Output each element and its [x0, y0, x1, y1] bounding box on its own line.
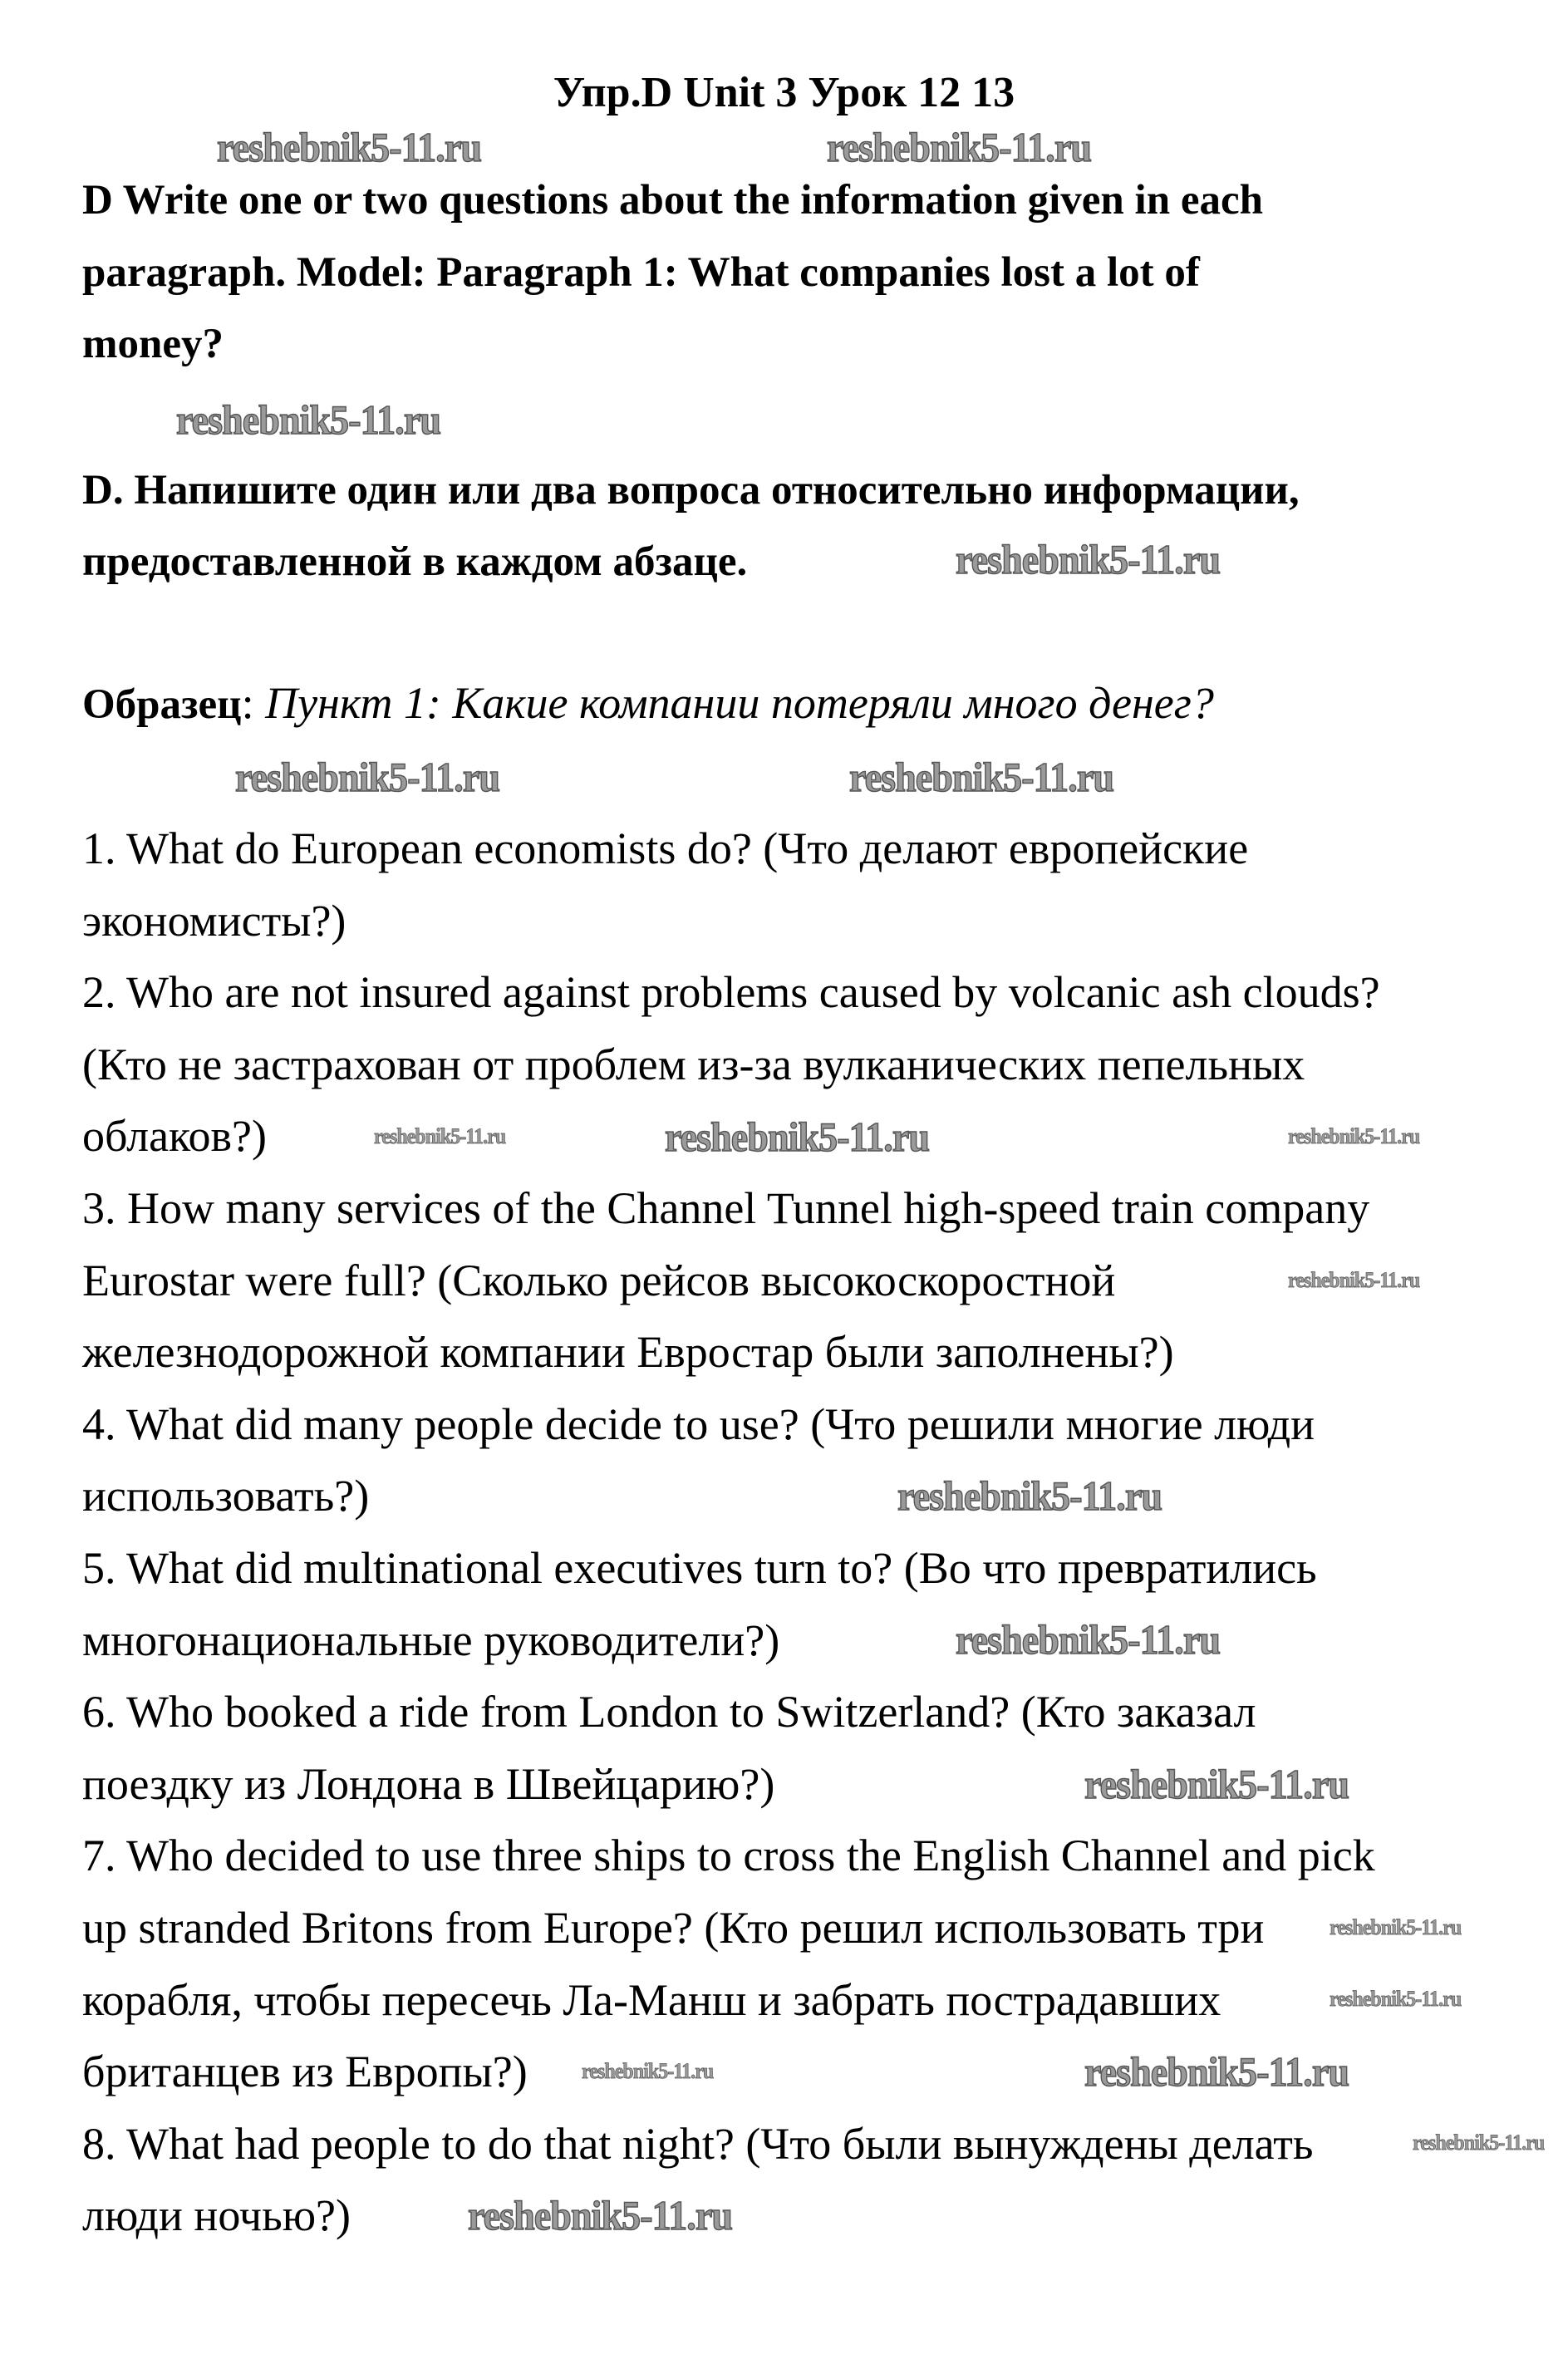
- watermark: reshebnik5-11.ru: [897, 1472, 1162, 1519]
- answer-line: 8. What had people to do that night? (Что были вынуждены делать: [82, 2118, 1314, 2169]
- watermark: reshebnik5-11.ru: [1288, 1268, 1420, 1292]
- watermark: reshebnik5-11.ru: [468, 2192, 733, 2239]
- answer-line: 5. What did multinational executives turn to? (Во что превратились: [82, 1543, 1317, 1593]
- watermark: reshebnik5-11.ru: [1288, 1124, 1420, 1148]
- task-ru-line: D. Напишите один или два вопроса относительно информации,: [82, 467, 1300, 514]
- watermark: reshebnik5-11.ru: [1330, 1915, 1462, 1939]
- answer-line: 6. Who booked a ride from London to Switzerland? (Кто заказал: [82, 1687, 1256, 1737]
- watermark: reshebnik5-11.ru: [956, 536, 1221, 582]
- answer-line: 3. How many services of the Channel Tunnel high-speed train company: [82, 1183, 1370, 1233]
- answer-line: железнодорожной компании Евростар были заполнены?): [82, 1327, 1174, 1378]
- model-line: [82, 677, 1214, 729]
- watermark: reshebnik5-11.ru: [665, 1113, 930, 1160]
- watermark: reshebnik5-11.ru: [827, 124, 1092, 170]
- watermark: reshebnik5-11.ru: [1084, 1761, 1349, 1807]
- answer-line: использовать?): [82, 1471, 370, 1521]
- answer-line: корабля, чтобы пересечь Ла-Манш и забрать пострадавших: [82, 1974, 1221, 2025]
- task-en-line: money?: [82, 321, 224, 367]
- model-text: Пункт 1: Какие компании потеряли много денег?: [265, 678, 1214, 728]
- answer-line: многонациональные руководители?): [82, 1614, 780, 1665]
- watermark: reshebnik5-11.ru: [374, 1124, 506, 1148]
- watermark: reshebnik5-11.ru: [849, 754, 1114, 800]
- answer-line: 4. What did many people decide to use? (Что решили многие люди: [82, 1398, 1315, 1449]
- answer-line: 7. Who decided to use three ships to cross the English Channel and pick: [82, 1831, 1375, 1881]
- answer-line: 1. What do European economists do? (Что делают европейские: [82, 823, 1249, 873]
- answer-line: up stranded Britons from Europe? (Кто решил использовать три: [82, 1903, 1265, 1953]
- task-en-line: D Write one or two questions about the information given in each: [82, 177, 1263, 224]
- watermark: reshebnik5-11.ru: [956, 1616, 1221, 1663]
- model-label: Образец: [82, 681, 242, 728]
- watermark: reshebnik5-11.ru: [1413, 2130, 1545, 2155]
- answer-line: (Кто не застрахован от проблем из-за вулканических пепельных: [82, 1039, 1305, 1089]
- watermark: reshebnik5-11.ru: [217, 124, 482, 170]
- answer-line: 2. Who are not insured against problems caused by volcanic ash clouds?: [82, 967, 1380, 1018]
- watermark: reshebnik5-11.ru: [235, 754, 500, 800]
- answer-line: облаков?): [82, 1111, 267, 1162]
- task-en-line: paragraph. Model: Paragraph 1: What companies lost a lot of: [82, 249, 1200, 296]
- model-separator: :: [241, 678, 266, 728]
- watermark: reshebnik5-11.ru: [1084, 2048, 1349, 2095]
- answer-line: поездку из Лондона в Швейцарию?): [82, 1758, 775, 1809]
- task-ru-line: предоставленной в каждом абзаце.: [82, 538, 748, 585]
- page-title: Упр.D Unit 3 Урок 12 13: [553, 69, 1015, 116]
- watermark: reshebnik5-11.ru: [1330, 1987, 1462, 2011]
- answer-line: экономисты?): [82, 895, 347, 946]
- watermark: reshebnik5-11.ru: [176, 396, 441, 443]
- answer-line: Eurostar were full? (Сколько рейсов высокоскоростной: [82, 1255, 1116, 1305]
- answer-line: британцев из Европы?): [82, 2047, 528, 2097]
- answer-line: люди ночью?): [82, 2190, 351, 2241]
- watermark: reshebnik5-11.ru: [582, 2059, 714, 2083]
